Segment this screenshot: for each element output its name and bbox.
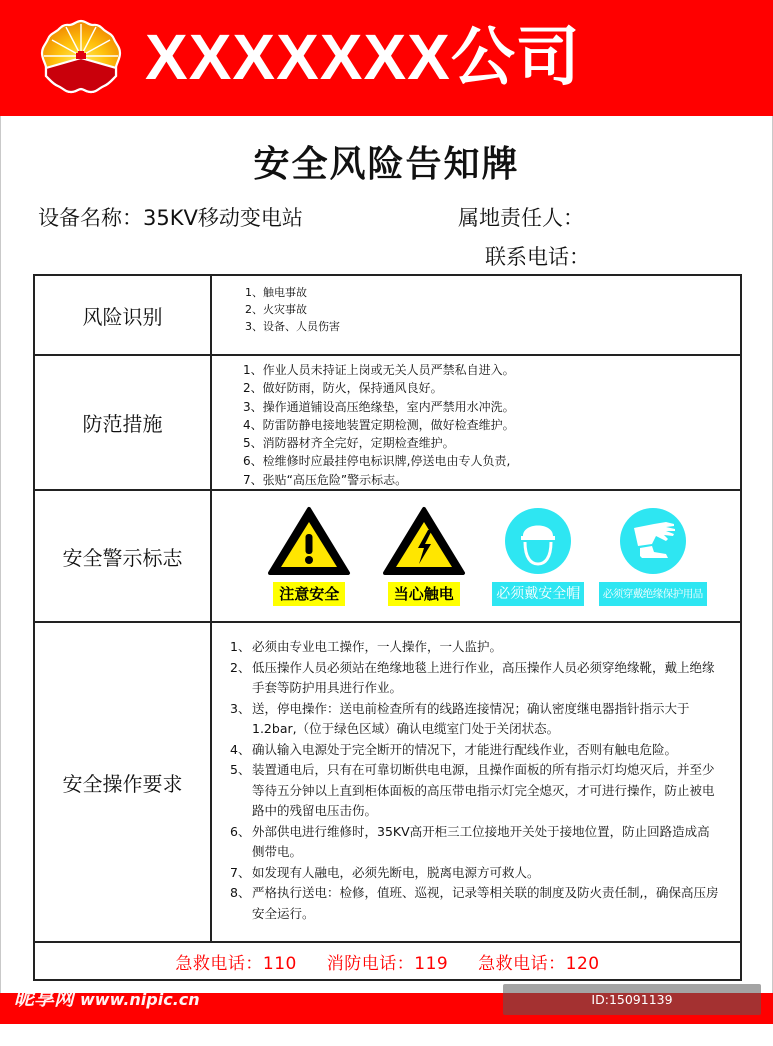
sign-label: 注意安全: [273, 582, 345, 606]
row-prevention-measures: [34, 355, 741, 490]
sign-label: 必须穿戴绝缘保护用品: [599, 582, 707, 606]
watermark-brand-name: 昵享网: [14, 986, 74, 1010]
list-item: 1、触电事故: [245, 286, 307, 299]
sign-wear-helmet: [483, 506, 593, 606]
sign-caution: [254, 506, 364, 606]
list-item: 8、 严格执行送电：检修，值班、巡视，记录等相关联的制度及防火责任制,，确保高压房安全运行。: [230, 885, 719, 921]
list-item: 1、 必须由专业电工操作，一人操作，一人监护。: [230, 639, 503, 655]
list-item: 7、张贴“高压危险”警示标志。: [243, 472, 408, 487]
insulating-glove-boot-icon: [618, 506, 688, 576]
list-item: 3、 送，停电操作：送电前检查所有的线路连接情况；确认密度继电器指针指示大于1.2bar,（位于绿色区域）确认电缆室门处于关闭状态。: [230, 700, 690, 737]
sign-label: 必须戴安全帽: [492, 582, 584, 606]
list-item: 5、 装置通电后，只有在可靠切断供电电源，且操作面板的所有指示灯均熄灭后，并至少等待五分钟以上直到柜体面板的高压带电指示灯完全熄灭，才可进行操作，防止被电路中的残留电压击伤。: [230, 762, 715, 819]
list-item: 5、消防器材齐全完好，定期检查维护。: [243, 436, 455, 451]
watermark-id: ID:15091139 NO:20230823110551908108: [503, 984, 761, 1015]
safety-helmet-icon: [503, 506, 573, 576]
list-item: 3、操作通道铺设高压绝缘垫，室内严禁用水冲洗。: [243, 399, 515, 414]
emergency-phone-110: 急救电话：110: [175, 953, 297, 974]
row-operation-requirements: [34, 622, 741, 942]
company-name: XXXXXXX公司: [145, 21, 581, 93]
list-item: 2、做好防雨，防火，保持通风良好。: [243, 381, 443, 396]
sign-electric-shock: [369, 506, 479, 606]
warning-exclamation-icon: [267, 506, 351, 576]
list-item: 2、 低压操作人员必须站在绝缘地毯上进行作业，高压操作人员必须穿绝缘靴，戴上绝缘手套等防护用具进行作业。: [230, 659, 715, 696]
page-title: 安全风险告知牌: [253, 144, 520, 185]
watermark-brand: [14, 984, 200, 1014]
row-label: 防范措施: [34, 355, 211, 490]
sign-wear-insulation: [598, 506, 708, 606]
safety-signs: [212, 506, 740, 606]
list-item: 4、 确认输入电源处于完全断开的情况下，才能进行配线作业，否则有触电危险。: [230, 741, 678, 757]
emergency-phone-120: 急救电话：120: [478, 953, 600, 974]
contact-phone-label: 联系电话：: [485, 245, 590, 269]
watermark-url: www.nipic.cn: [80, 990, 200, 1009]
row-label: 安全操作要求: [34, 622, 211, 942]
electric-shock-warning-icon: [382, 506, 466, 576]
risk-notice-table: [33, 274, 742, 981]
operation-list: [212, 637, 740, 924]
sign-label: 当心触电: [388, 582, 460, 606]
row-risk-identification: [34, 275, 741, 355]
list-item: 3、设备、人员伤害: [245, 320, 340, 333]
list-item: 6、检维修时应最挂停电标识牌,停送电由专人负责,: [243, 454, 511, 469]
list-item: 2、火灾事故: [245, 303, 307, 316]
fire-phone-119: 消防电话：119: [326, 953, 449, 974]
list-item: 4、防雷防静电接地装置定期检测，做好检查维护。: [243, 417, 515, 432]
header-banner: [0, 0, 773, 116]
petrochina-petal-logo-icon: [38, 18, 124, 94]
responsible-person-label: 属地责任人：: [458, 206, 584, 230]
list-item: 6、 外部供电进行维修时，35KV高开柜三工位接地开关处于接地位置，防止回路造成高侧带电。: [230, 823, 710, 860]
row-safety-signs: [34, 490, 741, 622]
equipment-name: 设备名称：35KV移动变电站: [38, 206, 303, 230]
risk-list: [212, 284, 740, 335]
prevention-list: [212, 361, 740, 489]
row-label: 风险识别: [34, 275, 211, 355]
row-emergency-phones: [34, 942, 741, 980]
row-label: 安全警示标志: [34, 490, 211, 622]
list-item: 7、 如发现有人融电，必须先断电，脱离电源方可救人。: [230, 864, 540, 880]
list-item: 1、作业人员未持证上岗或无关人员严禁私自进入。: [243, 363, 515, 377]
